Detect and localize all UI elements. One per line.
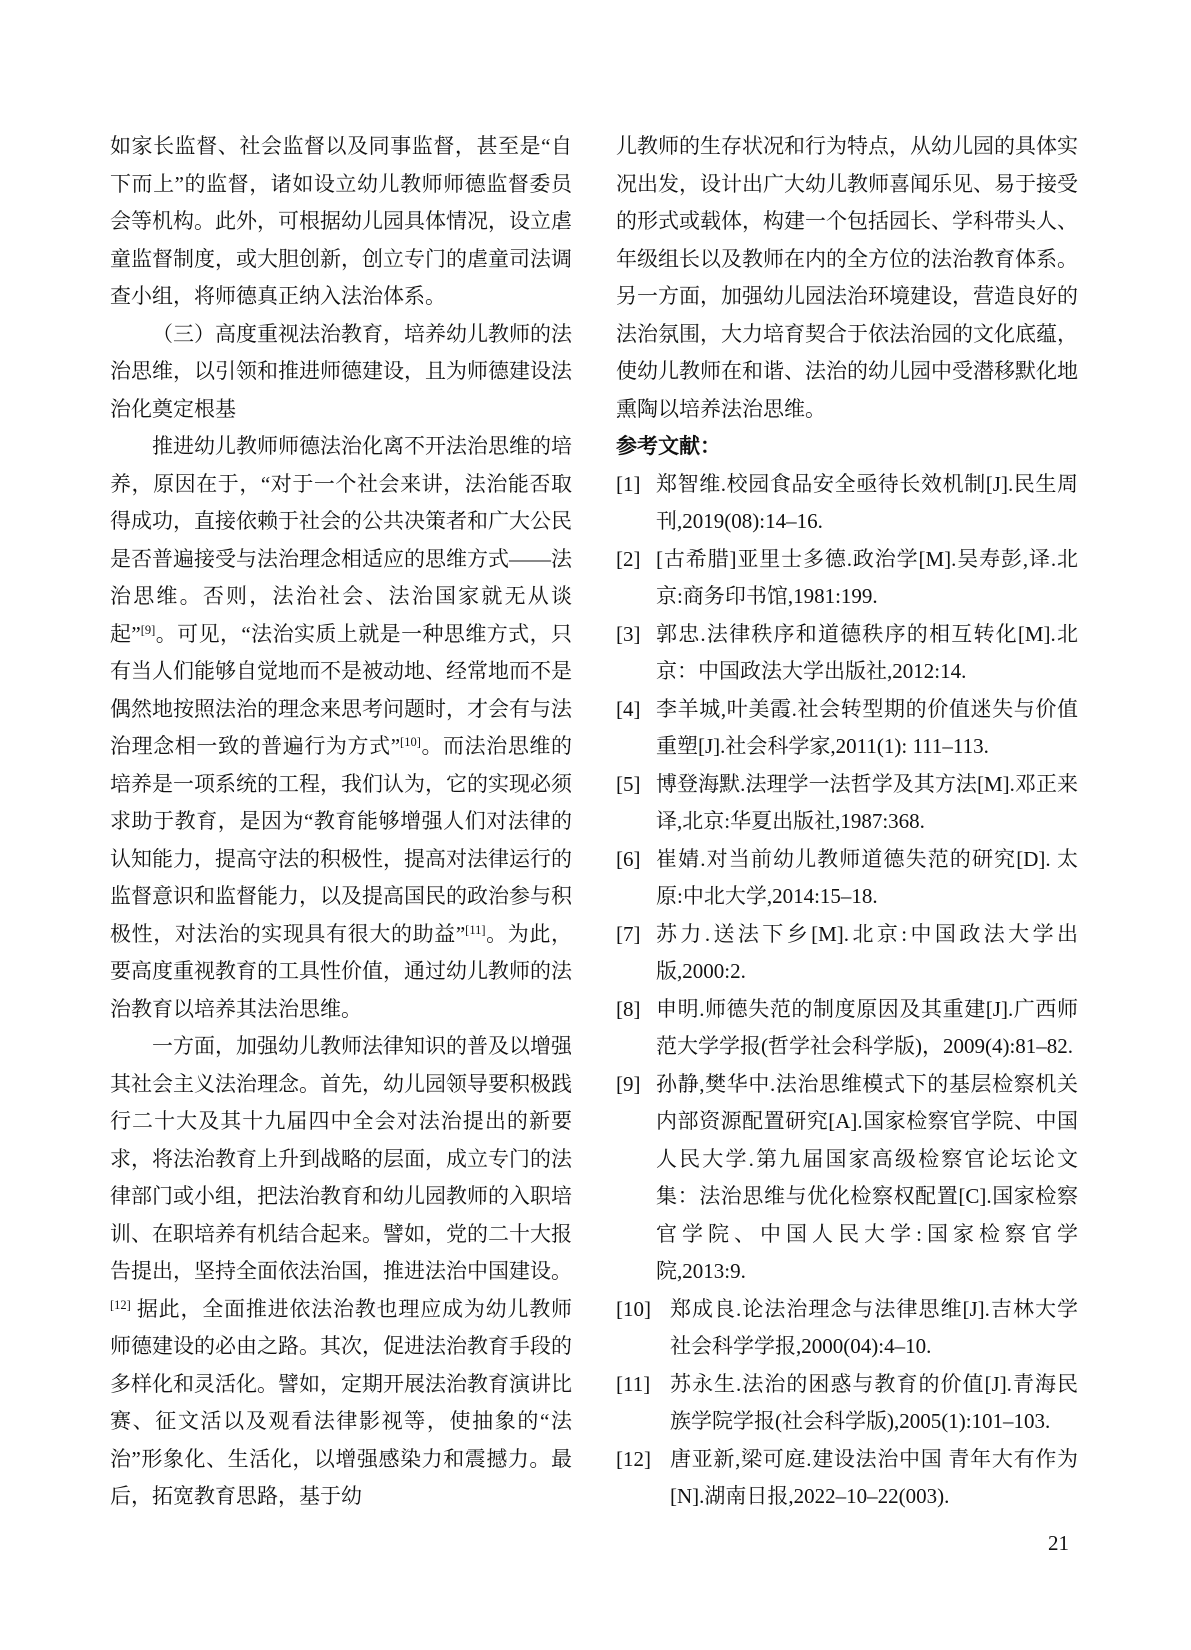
reference-label: [8] (616, 996, 641, 1021)
citation-superscript-9: [9] (140, 622, 156, 637)
page-number: 21 (1048, 1531, 1069, 1555)
body-paragraph-continued: 儿教师的生存状况和行为特点，从幼儿园的具体实况出发，设计出广大幼儿教师喜闻乐见、易于接受的形式或载体，构建一个包括园长、学科带头人、年级组长以及教师在内的全方位的法治教育体系。另一方面，加强幼儿园法治环境建设，营造良好的法治氛围，大力培育契合于依法治园的文化底蕴，使幼儿教师在和谐、法治的幼儿园中受潜移默化地熏陶以培养法治思维。 (616, 134, 1078, 421)
reference-label: [3] (616, 621, 641, 646)
reference-label: [9] (616, 1071, 641, 1096)
reference-label: [12] (616, 1446, 651, 1471)
reference-item (616, 616, 1078, 691)
reference-item (616, 841, 1078, 916)
text-run: 推进幼儿教师师德法治化离不开法治思维的培养，原因在于，“对于一个社会来讲，法治能否取得成功，直接依赖于社会的公共决策者和广大公民是否普遍接受与法治理念相适应的思维方式——法治思维。否则，法治社会、法治国家就无从谈起” (110, 434, 572, 646)
reference-item (616, 1291, 1078, 1366)
reference-item (616, 1366, 1078, 1441)
reference-text: [古希腊]亚里士多德.政治学[M].吴寿彭,译.北京:商务印书馆,1981:199. (656, 546, 1078, 608)
reference-item (616, 541, 1078, 616)
reference-text: 唐亚新,梁可庭.建设法治中国 青年大有作为[N].湖南日报,2022–10–22(003). (670, 1446, 1078, 1508)
reference-text: 郑智维.校园食品安全亟待长效机制[J].民生周刊,2019(08):14–16. (656, 471, 1078, 533)
reference-item (616, 691, 1078, 766)
reference-label: [4] (616, 696, 641, 721)
reference-text: 李羊城,叶美霞.社会转型期的价值迷失与价值重塑[J].社会科学家,2011(1): 111–113. (656, 696, 1078, 758)
text-run: 据此，全面推进依法治教也理应成为幼儿教师师德建设的必由之路。其次，促进法治教育手段的多样化和灵活化。譬如，定期开展法治教育演讲比赛、征文活以及观看法律影视等，使抽象的“法治”形象化、生活化，以增强感染力和震撼力。最后，拓宽教育思路，基于幼 (110, 1296, 572, 1508)
reference-label: [10] (616, 1296, 651, 1321)
citation-superscript-11: [11] (465, 922, 486, 937)
text-run: 。而法治思维的培养是一项系统的工程，我们认为，它的实现必须求助于教育，是因为“教育能够增强人们对法律的认知能力，提高守法的积极性，提高对法律运行的监督意识和监督能力，以及提高国民的政治参与积极性，对法治的实现具有很大的助益” (110, 734, 573, 946)
reference-item (616, 1441, 1078, 1516)
reference-label: [1] (616, 471, 641, 496)
reference-item (616, 991, 1078, 1066)
reference-text: 申明.师德失范的制度原因及其重建[J].广西师范大学学报(哲学社会科学版)，2009(4):81–82. (656, 996, 1078, 1058)
reference-label: [6] (616, 846, 641, 871)
left-column (110, 128, 572, 1516)
references-heading: 参考文献： (616, 434, 721, 458)
reference-item (616, 1066, 1078, 1291)
reference-label: [2] (616, 546, 641, 571)
body-paragraph-continued: 如家长监督、社会监督以及同事监督，甚至是“自下而上”的监督，诸如设立幼儿教师师德监督委员会等机构。此外，可根据幼儿园具体情况，设立虐童监督制度，或大胆创新，创立专门的虐童司法调查小组，将师德真正纳入法治体系。 (110, 134, 572, 308)
reference-item (616, 466, 1078, 541)
text-run: 。可见，“法治实质上就是一种思维方式，只有当人们能够自觉地而不是被动地、经常地而不是偶然地按照法治的理念来思考问题时，才会有与法治理念相一致的普遍行为方式” (110, 621, 572, 758)
citation-superscript-12: [12] (110, 1297, 131, 1312)
citation-superscript-10: [10] (400, 735, 421, 749)
reference-text: 孙静,樊华中.法治思维模式下的基层检察机关内部资源配置研究[A].国家检察官学院、中国人民大学.第九届国家高级检察官论坛论文集：法治思维与优化检察权配置[C].国家检察官学院、中国人民大学:国家检察官学院,2013:9. (656, 1071, 1078, 1283)
body-paragraph (110, 428, 572, 1028)
reference-text: 郭忠.法律秩序和道德秩序的相互转化[M].北京：中国政法大学出版社,2012:14. (656, 621, 1078, 683)
reference-text: 郑成良.论法治理念与法律思维[J].吉林大学社会科学学报,2000(04):4–10. (670, 1296, 1078, 1358)
text-run: 一方面，加强幼儿教师法律知识的普及以增强其社会主义法治理念。首先，幼儿园领导要积极践行二十大及其十九届四中全会对法治提出的新要求，将法治教育上升到战略的层面，成立专门的法律部门或小组，把法治教育和幼儿园教师的入职培训、在职培养有机结合起来。譬如，党的二十大报告提出，坚持全面依法治国，推进法治中国建设。 (110, 1034, 572, 1283)
text-run: 。为此，要高度重视教育的工具性价值，通过幼儿教师的法治教育以培养其法治思维。 (110, 921, 573, 1021)
body-paragraph (110, 1028, 572, 1516)
reference-item (616, 766, 1078, 841)
section-heading-3: （三）高度重视法治教育，培养幼儿教师的法治思维，以引领和推进师德建设，且为师德建设法治化奠定根基 (110, 321, 572, 421)
reference-item (616, 916, 1078, 991)
right-column (616, 128, 1078, 1516)
reference-text: 苏永生.法治的困惑与教育的价值[J].青海民族学院学报(社会科学版),2005(1):101–103. (670, 1371, 1078, 1433)
reference-text: 苏力.送法下乡[M].北京:中国政法大学出版,2000:2. (656, 921, 1078, 983)
reference-text: 崔婧.对当前幼儿教师道德失范的研究[D]. 太原:中北大学,2014:15–18. (656, 846, 1078, 908)
reference-label: [5] (616, 771, 641, 796)
reference-text: 博登海默.法理学一法哲学及其方法[M].邓正来译,北京:华夏出版社,1987:368. (656, 771, 1078, 833)
reference-label: [7] (616, 921, 641, 946)
reference-label: [11] (616, 1371, 651, 1396)
